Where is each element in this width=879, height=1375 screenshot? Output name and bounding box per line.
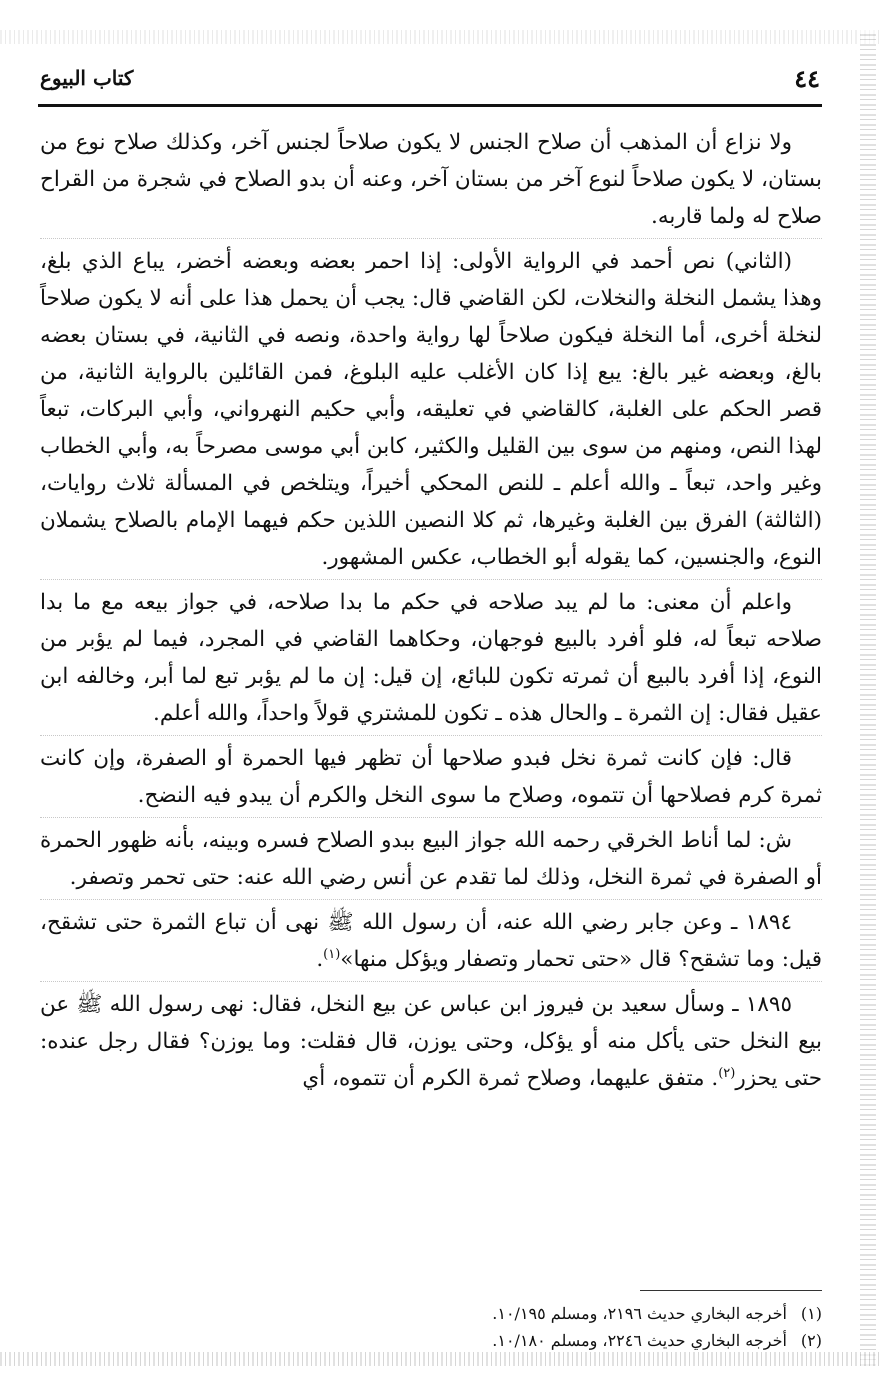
hadith-1895 bbox=[40, 986, 822, 1097]
hadith-1894-end: . bbox=[316, 947, 324, 972]
paragraph-divider bbox=[40, 735, 822, 736]
footnote-number: (١) bbox=[800, 1304, 822, 1323]
hadith-1895-end: . متفق عليهما، وصلاح ثمرة الكرم أن تتموه، أي bbox=[302, 1066, 719, 1091]
footnote-reference-1: (١) bbox=[323, 946, 341, 962]
footnote-1 bbox=[40, 1300, 822, 1327]
footnote-text: أخرجه البخاري حديث ٢٢٤٦، ومسلم ١٠/١٨٠. bbox=[492, 1331, 787, 1350]
scan-noise-bottom bbox=[0, 1352, 879, 1366]
footnote-text: أخرجه البخاري حديث ٢١٩٦، ومسلم ١٠/١٩٥. bbox=[492, 1304, 787, 1323]
footnotes bbox=[40, 1300, 822, 1354]
hadith-1894 bbox=[40, 904, 822, 978]
scan-noise-top bbox=[0, 30, 879, 44]
footnote-reference-2: (٢) bbox=[718, 1065, 736, 1081]
page-number: ٤٤ bbox=[794, 64, 820, 93]
book-title: كتاب البيوع bbox=[40, 66, 134, 90]
hadith-1895-text: ١٨٩٥ ـ وسأل سعيد بن فيروز ابن عباس عن بيع النخل، فقال: نهى رسول الله ﷺ عن بيع النخل حتى يأكل منه أو يؤكل، وحتى يوزن، قال فقلت: وما يوزن؟ فقال رجل عنده: حتى يحزر bbox=[40, 992, 822, 1091]
main-text bbox=[40, 124, 822, 1097]
paragraph-divider bbox=[40, 817, 822, 818]
footnote-number: (٢) bbox=[800, 1331, 822, 1350]
scan-noise-right bbox=[860, 30, 876, 1366]
hadith-1894-text: ١٨٩٤ ـ وعن جابر رضي الله عنه، أن رسول الله ﷺ نهى أن تباع الثمرة حتى تشقح، قيل: وما تشقح؟ قال «حتى تحمار وتصفار ويؤكل منها» bbox=[40, 910, 822, 972]
paragraph: (الثاني) نص أحمد في الرواية الأولى: إذا احمر بعضه وبعضه أخضر، يباع الذي بلغ، وهذا يشمل النخلة والنخلات، لكن القاضي قال: يجب أن يحمل هذا على أنه لا يكون صلاحاً لنخلة أخرى، أما النخلة فيكون صلاحاً لها رواية واحدة، ونصه في الثانية، في بستان بعضه بالغ، وبعضه غير بالغ: يبع إذا كان الأغلب عليه البلوغ، فمن القائلين بالرواية الثانية، من قصر الحكم على الغلبة، كالقاضي في تعليقه، وأبي حكيم النهرواني، وأبي البركات، تبعاً لهذا النص، ومنهم من سوى بين القليل والكثير، كابن أبي موسى مصرحاً به، وأبي الخطاب وغير واحد، تبعاً ـ والله أعلم ـ للنص المحكي أخيراً، ويتلخص في المسألة ثلاث روايات، (الثالثة) الفرق بين الغلبة وغيرها، ثم كلا النصين اللذين حكم فيهما الإمام بالصلاح يشملان النوع، والجنسين، كما يقوله أبو الخطاب، عكس المشهور. bbox=[40, 249, 822, 570]
footnote-2 bbox=[40, 1327, 822, 1354]
paragraph: واعلم أن معنى: ما لم يبد صلاحه في حكم ما بدا صلاحه، في جواز بيعه مع ما بدا صلاحه تبعاً له، فلو أفرد بالبيع فوجهان، وحكاهما القاضي في المجرد، فيما لم يؤبر من النوع، إذا أفرد بالبيع أن ثمرته تكون للبائع، إن قيل: إن ما لم يؤبر تبع لما أبر، وخالفه ابن عقيل فقال: إن الثمرة ـ والحال هذه ـ تكون للمشتري قولاً واحداً، والله أعلم. bbox=[40, 590, 822, 726]
paragraph: ولا نزاع أن المذهب أن صلاح الجنس لا يكون صلاحاً لجنس آخر، وكذلك صلاح نوع من بستان، لا يكون صلاحاً لنوع آخر من بستان آخر، وعنه أن بدو الصلاح في شجرة من القراح صلاح له ولما قاربه. bbox=[40, 130, 822, 229]
paragraph-divider bbox=[40, 579, 822, 580]
running-head bbox=[40, 64, 820, 100]
paragraph-divider bbox=[40, 238, 822, 239]
header-rule bbox=[38, 104, 822, 107]
paragraph-divider bbox=[40, 899, 822, 900]
paragraph-divider bbox=[40, 981, 822, 982]
paragraph: ش: لما أناط الخرقي رحمه الله جواز البيع ببدو الصلاح فسره وبينه، بأنه ظهور الحمرة أو الصفرة في ثمرة النخل، وذلك لما تقدم عن أنس رضي الله عنه: حتى تحمر وتصفر. bbox=[40, 828, 822, 890]
footnote-separator bbox=[640, 1290, 822, 1291]
paragraph: قال: فإن كانت ثمرة نخل فبدو صلاحها أن تظهر فيها الحمرة أو الصفرة، وإن كانت ثمرة كرم فصلاحها أن تتموه، وصلاح ما سوى النخل والكرم أن يبدو فيه النضح. bbox=[40, 746, 822, 808]
